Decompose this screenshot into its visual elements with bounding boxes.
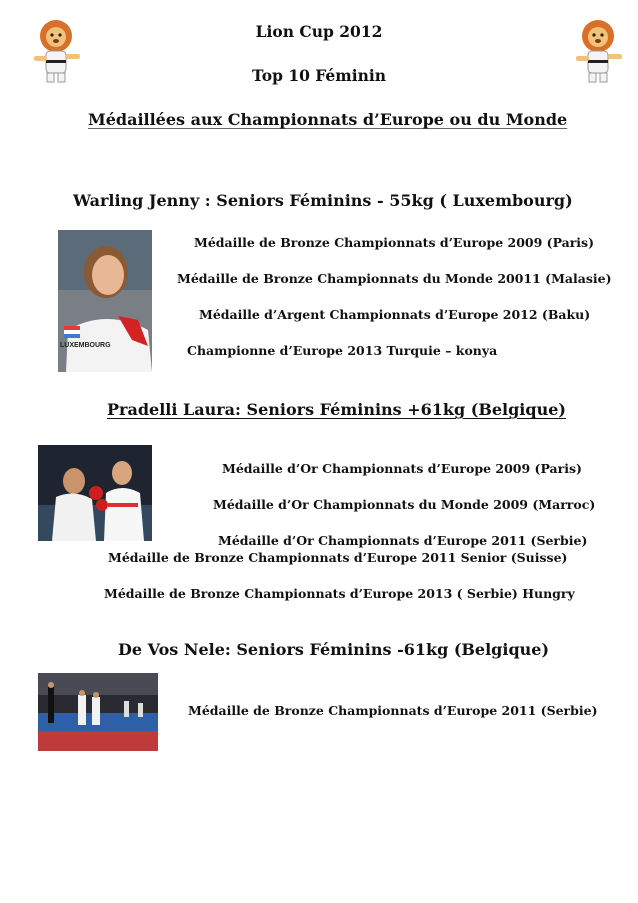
medal-item: Médaille de Bronze Championnats d’Europe 2011 Senior (Suisse) [108, 550, 568, 565]
photo-caption: LUXEMBOURG [60, 342, 111, 349]
medal-item: Médaille de Bronze Championnats d’Europe 2011 (Serbie) [188, 703, 598, 718]
medal-item: Médaille d’Or Championnats d’Europe 2011 (Serbie) [218, 533, 588, 548]
medal-item: Médaille de Bronze Championnats du Monde 20011 (Malasie) [177, 271, 612, 286]
athlete-photo-warling [58, 230, 152, 372]
document-subtitle: Top 10 Féminin [251, 66, 387, 85]
athlete-photo-pradelli [38, 445, 152, 541]
medal-item: Championne d’Europe 2013 Turquie – konya [187, 343, 498, 358]
medal-item: Médaille d’Argent Championnats d’Europe 2012 (Baku) [199, 307, 591, 322]
medal-item: Médaille d’Or Championnats d’Europe 2009 (Paris) [222, 461, 582, 476]
document-title: Lion Cup 2012 [255, 22, 383, 41]
medal-item: Médaille d’Or Championnats du Monde 2009 (Marroc) [213, 497, 596, 512]
section-heading: Médaillées aux Championnats d’Europe ou du Monde [88, 110, 568, 129]
athlete-name-warling: Warling Jenny : Seniors Féminins - 55kg ( Luxembourg) [73, 191, 573, 210]
medal-item: Médaille de Bronze Championnats d’Europe 2009 (Paris) [194, 235, 595, 250]
medal-item: Médaille de Bronze Championnats d’Europe 2013 ( Serbie) Hungry [104, 586, 575, 601]
athlete-name-devos: De Vos Nele: Seniors Féminins -61kg (Belgique) [118, 640, 550, 659]
athlete-name-pradelli: Pradelli Laura: Seniors Féminins +61kg (Belgique) [107, 400, 566, 419]
athlete-photo-devos [38, 673, 158, 751]
